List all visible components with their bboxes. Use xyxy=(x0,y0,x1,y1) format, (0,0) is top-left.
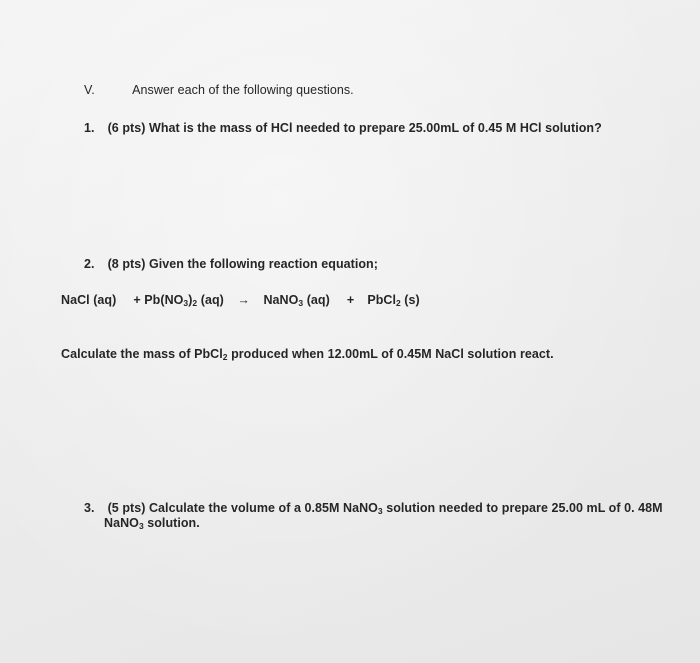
question-3 xyxy=(84,501,663,515)
plus-sign: + xyxy=(133,293,141,307)
reaction-equation xyxy=(61,293,420,307)
question-2-number: 2. xyxy=(84,257,95,271)
question-1-text: (6 pts) What is the mass of HCl needed to prepare 25.00mL of 0.45 M HCl solution? xyxy=(107,121,602,135)
reaction-arrow-icon: → xyxy=(237,293,250,307)
question-2-intro: (8 pts) Given the following reaction equation; xyxy=(107,257,378,271)
product-sodium-nitrate: NaNO$_3$ (aq) xyxy=(263,293,330,308)
section-numeral: V. xyxy=(84,83,95,97)
reactant-lead-nitrate: $Pb(NO_3)_2$ (aq) xyxy=(144,293,224,308)
question-3-line-1: (5 pts) Calculate the volume of a 0.85M NaNO$_3$ solution needed to prepare 25.00 mL of 0. 48M xyxy=(107,501,663,516)
reactant-nacl: NaCl (aq) xyxy=(61,293,117,307)
question-3-number: 3. xyxy=(84,501,95,515)
plus-sign: + xyxy=(346,293,355,307)
section-header xyxy=(84,83,354,97)
product-lead-chloride: PbCl$_2$ (s) xyxy=(367,293,420,308)
question-1 xyxy=(84,121,602,135)
question-2 xyxy=(84,257,378,271)
section-heading: Answer each of the following questions. xyxy=(132,83,354,97)
question-1-number: 1. xyxy=(84,121,95,135)
question-2-calculation: Calculate the mass of PbCl$_2$ produced when 12.00mL of 0.45M NaCl solution react. xyxy=(61,347,554,362)
question-3-line-2: NaNO$_3$ solution. xyxy=(104,516,200,531)
